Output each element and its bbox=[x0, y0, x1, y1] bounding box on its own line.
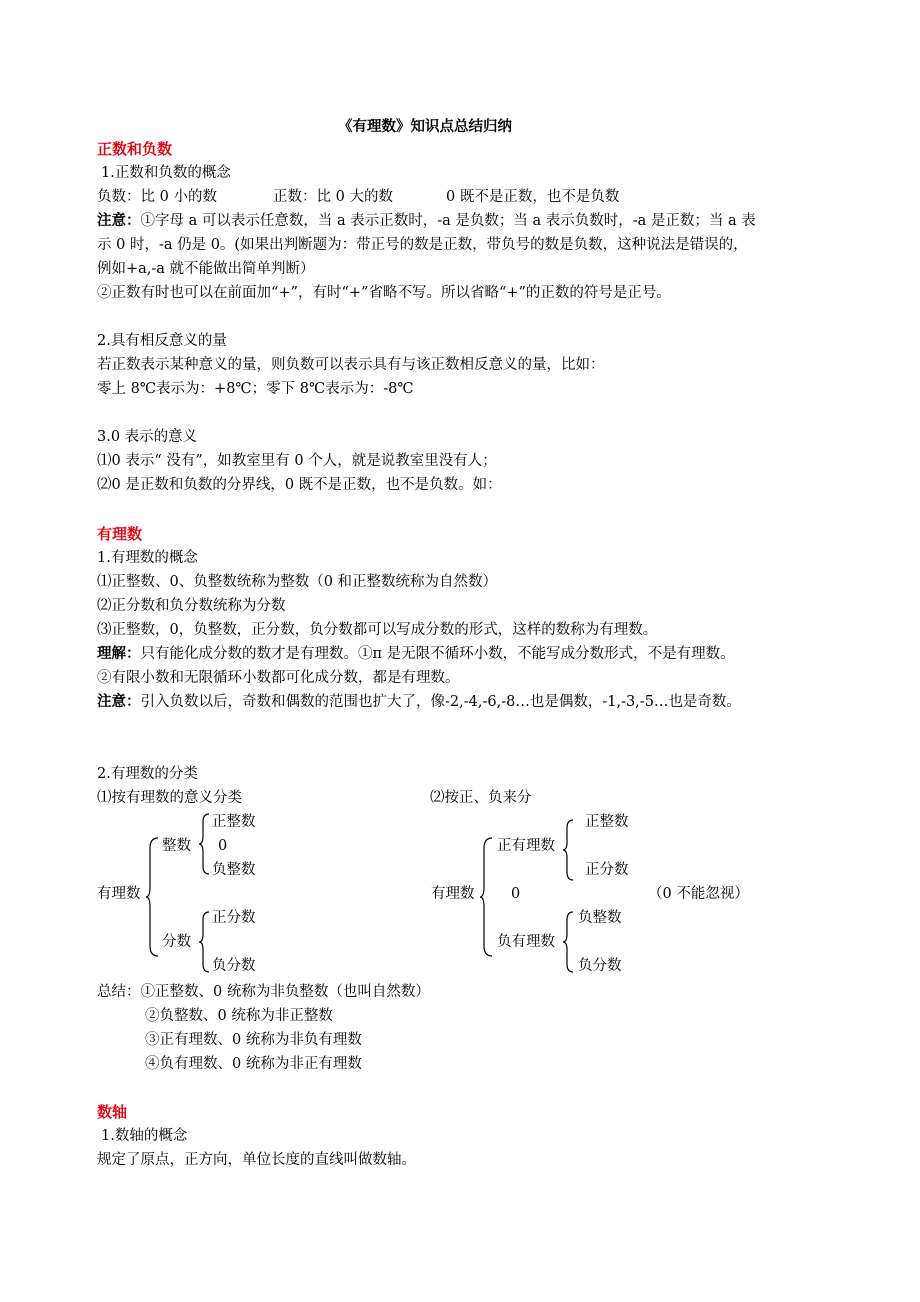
note-line-1 bbox=[97, 211, 756, 231]
summary-label: 总结： bbox=[97, 984, 141, 1000]
paragraph: ⑶正整数，0，负整数，正分数，负分数都可以写成分数的形式，这样的数称为有理数。 bbox=[97, 622, 658, 638]
definition-negative: 负数：比 0 小的数 bbox=[97, 189, 217, 205]
brace-right-negative bbox=[563, 912, 575, 972]
tree-right-positive-rational: 正有理数 bbox=[497, 838, 555, 854]
brace-left-root bbox=[146, 838, 162, 956]
subsection-title: 1.有理数的概念 bbox=[97, 550, 198, 566]
tree-left-root: 有理数 bbox=[97, 886, 141, 902]
understand-line-2: ②有限小数和无限循环小数都可化成分数，都是有理数。 bbox=[97, 670, 460, 686]
section-heading-number-line: 数轴 bbox=[97, 1103, 128, 1121]
tree-right-zero: 0 bbox=[511, 886, 521, 902]
summary-item: ①正整数、0 统称为非负整数（也叫自然数） bbox=[140, 984, 430, 1000]
tree-right-negative-integer: 负整数 bbox=[578, 910, 622, 926]
brace-left-integer bbox=[199, 814, 211, 874]
paragraph: 若正数表示某种意义的量，则负数可以表示具有与该正数相反意义的量，比如： bbox=[97, 357, 605, 373]
tree-right-negative-fraction: 负分数 bbox=[578, 958, 622, 974]
summary-item: ②负整数、0 统称为非正整数 bbox=[145, 1008, 333, 1024]
summary-line-1 bbox=[97, 982, 430, 1002]
understand-label: 理解： bbox=[97, 645, 141, 662]
note-label: 注意： bbox=[97, 212, 141, 229]
paragraph: ⑵正分数和负分数统称为分数 bbox=[97, 598, 286, 614]
tree-left-positive-integer: 正整数 bbox=[212, 814, 256, 830]
note-line-2: 示 0 时，-a 仍是 0。(如果出判断题为：带正号的数是正数，带负号的数是负数，这种说法是错误的， bbox=[97, 237, 748, 253]
note-text: ①字母 a 可以表示任意数，当 a 表示正数时，-a 是负数；当 a 表示负数时，-a 是正数；当 a 表 bbox=[140, 213, 756, 229]
tree-right-zero-note: （0 不能忽视） bbox=[648, 886, 749, 902]
note-line-4: ②正数有时也可以在前面加“+”，有时“+”省略不写。所以省略“+”的正数的符号是正号。 bbox=[97, 285, 671, 301]
understand-text: 只有能化成分数的数才是有理数。①π 是无限不循环小数，不能写成分数形式，不是有理数。 bbox=[140, 646, 735, 662]
definition-zero: 0 既不是正数，也不是负数 bbox=[446, 189, 620, 205]
section-heading-positive-negative: 正数和负数 bbox=[97, 140, 173, 158]
paragraph: ⑴正整数、0、负整数统称为整数（0 和正整数统称为自然数） bbox=[97, 574, 498, 590]
note-label: 注意： bbox=[97, 693, 141, 710]
note-line bbox=[97, 692, 741, 712]
definition-positive: 正数：比 0 大的数 bbox=[273, 189, 393, 205]
tree-left-negative-fraction: 负分数 bbox=[212, 958, 256, 974]
subsection-title: 2.具有相反意义的量 bbox=[97, 333, 227, 349]
tree-right-root: 有理数 bbox=[431, 886, 475, 902]
classification-left-heading: ⑴按有理数的意义分类 bbox=[97, 790, 242, 806]
tree-left-zero: 0 bbox=[218, 838, 228, 854]
subsection-title: 1.数轴的概念 bbox=[101, 1128, 188, 1144]
subsection-title: 2.有理数的分类 bbox=[97, 766, 198, 782]
brace-right-positive bbox=[563, 820, 575, 880]
note-text: 引入负数以后，奇数和偶数的范围也扩大了，像-2,-4,-6,-8…也是偶数，-1,-3,-5…也是奇数。 bbox=[140, 694, 741, 710]
paragraph: ⑴0 表示“ 没有”，如教室里有 0 个人，就是说教室里没有人； bbox=[97, 453, 497, 469]
subsection-title: 1.正数和负数的概念 bbox=[101, 165, 231, 181]
tree-left-negative-integer: 负整数 bbox=[212, 862, 256, 878]
tree-left-fraction: 分数 bbox=[162, 934, 191, 950]
tree-right-negative-rational: 负有理数 bbox=[497, 934, 555, 950]
paragraph: 规定了原点，正方向，单位长度的直线叫做数轴。 bbox=[97, 1152, 416, 1168]
brace-right-root bbox=[480, 838, 496, 956]
tree-left-integer: 整数 bbox=[162, 838, 191, 854]
paragraph: ⑵0 是正数和负数的分界线，0 既不是正数，也不是负数。如： bbox=[97, 477, 502, 493]
note-line-3: 例如+a,-a 就不能做出简单判断） bbox=[97, 261, 315, 277]
paragraph: 零上 8℃表示为：+8℃；零下 8℃表示为：-8℃ bbox=[97, 381, 414, 397]
summary-item: ③正有理数、0 统称为非负有理数 bbox=[145, 1032, 362, 1048]
tree-right-positive-fraction: 正分数 bbox=[585, 862, 629, 878]
brace-left-fraction bbox=[199, 912, 211, 972]
tree-right-positive-integer: 正整数 bbox=[585, 814, 629, 830]
summary-item: ④负有理数、0 统称为非正有理数 bbox=[145, 1056, 362, 1072]
classification-right-heading: ⑵按正、负来分 bbox=[430, 790, 532, 806]
understand-line-1 bbox=[97, 644, 735, 664]
subsection-title: 3.0 表示的意义 bbox=[97, 429, 198, 445]
tree-left-positive-fraction: 正分数 bbox=[212, 910, 256, 926]
section-heading-rational: 有理数 bbox=[97, 525, 143, 543]
document-title: 《有理数》知识点总结归纳 bbox=[338, 119, 512, 135]
